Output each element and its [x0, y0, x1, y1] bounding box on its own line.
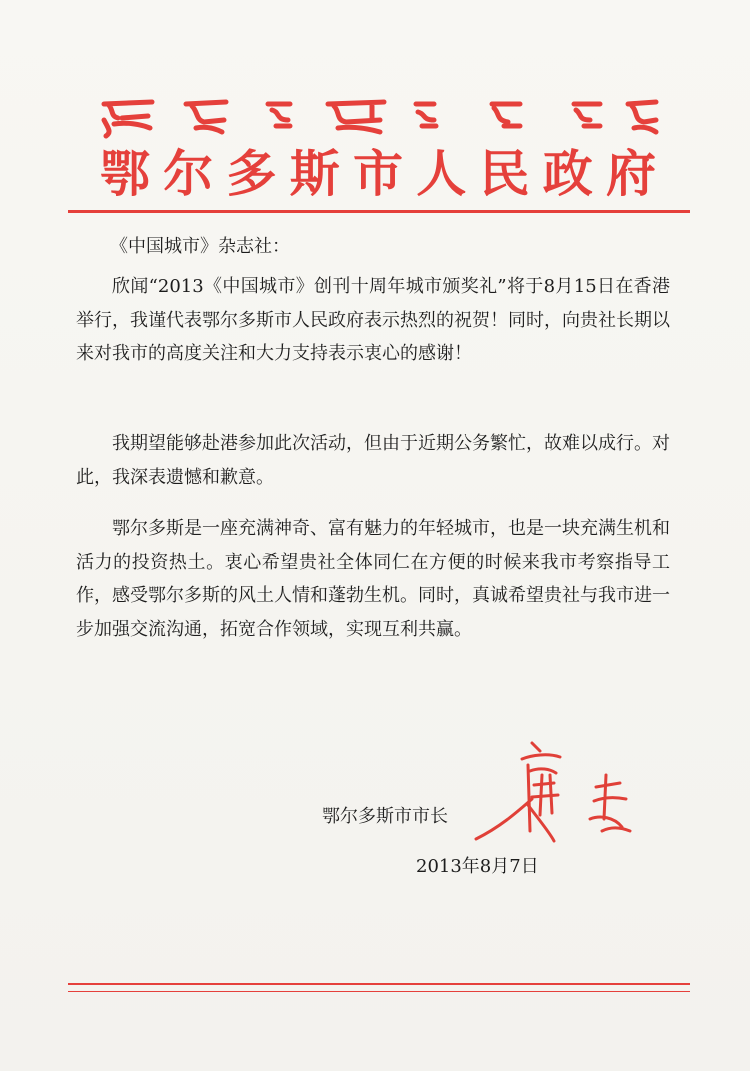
paragraph-congratulations: 欣闻“2013《中国城市》创刊十周年城市颁奖礼”将于8月15日在香港举行，我谨代表鄂尔多斯市人民政府表示热烈的祝贺！同时，向贵社长期以来对我市的高度关注和大力支持表示衷心的感谢！	[76, 276, 670, 364]
footer-divider-thick	[68, 983, 690, 985]
paragraph-invitation: 鄂尔多斯是一座充满神奇、富有魅力的年轻城市，也是一块充满生机和活力的投资热土。衷心希望贵社全体同仁在方便的时候来我市考察指导工作，感受鄂尔多斯的风土人情和蓬勃生机。同时，真诚希望贵社与我市进一步加强交流沟通，拓宽合作领域，实现互利共赢。	[76, 518, 670, 640]
header-divider	[68, 210, 690, 213]
mongolian-script-graphic	[100, 92, 660, 140]
paragraph-regrets: 我期望能够赴港参加此次活动，但由于近期公务繁忙，故难以成行。对此，我深表遗憾和歉意。	[76, 433, 670, 488]
signature-graphic	[470, 735, 640, 850]
mongolian-script-title	[100, 92, 660, 140]
signer-title: 鄂尔多斯市市长	[322, 806, 448, 827]
org-title: 鄂尔多斯市人民政府	[100, 145, 660, 203]
handwritten-signature	[470, 735, 640, 850]
footer-divider-thin	[68, 991, 690, 992]
salutation: 《中国城市》杂志社：	[110, 236, 290, 257]
letter-date: 2013年8月7日	[416, 856, 539, 877]
